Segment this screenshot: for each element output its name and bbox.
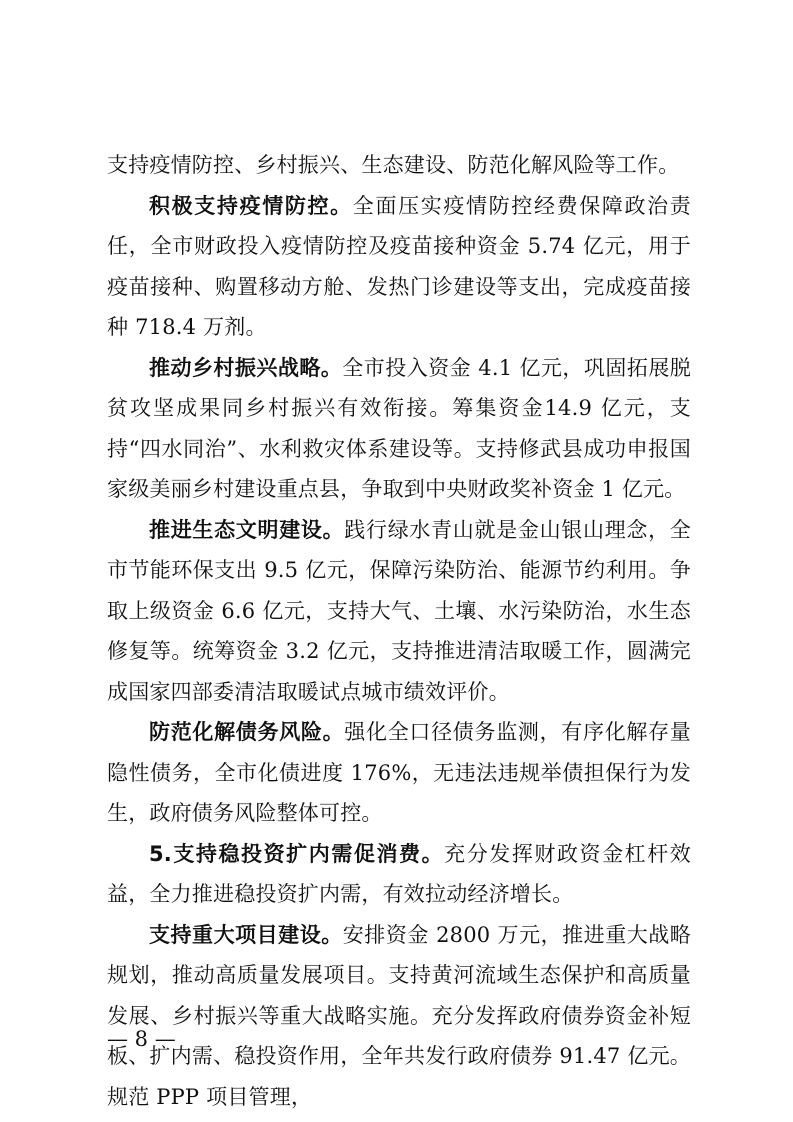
paragraph-text: 践行绿水青山就是金山银山理念，全市节能环保支出 9.5 亿元，保障污染防治、能源节约利用。争取上级资金 6.6 亿元，支持大气、土壤、水污染防治，水生态修复等。统筹资金 3.2 亿元，支持推进清洁取暖工作，圆满完成国家四部委清洁取暖试点城市绩效评价。 (107, 517, 691, 704)
paragraph-heading: 支持重大项目建设。 (149, 922, 343, 947)
paragraph-text: 充分发挥财政资金杠杆效益，全力推进稳投资扩内需，有效拉动经济增长。 (107, 841, 691, 906)
body-text (107, 145, 691, 1117)
paragraph-heading: 推进生态文明建设。 (149, 517, 345, 542)
paragraph-heading: 积极支持疫情防控。 (149, 193, 353, 218)
paragraph-ecological-civilization (107, 510, 691, 713)
paragraph-heading: 推动乡村振兴战略。 (149, 355, 343, 380)
paragraph-debt-risk (107, 712, 691, 834)
section-heading: 5.支持稳投资扩内需促消费。 (149, 841, 445, 866)
paragraph-major-projects (107, 915, 691, 1118)
paragraph-rural-revitalization (107, 348, 691, 510)
paragraph-heading: 防范化解债务风险。 (149, 720, 345, 744)
paragraph-text: 安排资金 2800 万元，推进重大战略规划，推动高质量发展项目。支持黄河流域生态保护和高质量发展、乡村振兴等重大战略实施。充分发挥政府债券资金补短板、扩内需、稳投资作用，全年共发行政府债券 91.47 亿元。规范 PPP 项目管理， (107, 922, 691, 1109)
paragraph-epidemic-control (107, 186, 691, 348)
paragraph-text: 全面压实疫情防控经费保障政治责任，全市财政投入疫情防控及疫苗接种资金 5.74 亿元，用于疫苗接种、购置移动方舱、发热门诊建设等支出，完成疫苗接种 718.4 万剂。 (107, 193, 691, 339)
paragraph-continuation (107, 145, 691, 186)
paragraph-text: 支持疫情防控、乡村振兴、生态建设、防范化解风险等工作。 (107, 153, 680, 177)
paragraph-section-5 (107, 834, 691, 915)
paragraph-text: 强化全口径债务监测，有序化解存量隐性债务，全市化债进度 176%，无违法违规举债担保行为发生，政府债务风险整体可控。 (107, 720, 691, 825)
paragraph-text: 全市投入资金 4.1 亿元，巩固拓展脱贫攻坚成果同乡村振兴有效衔接。筹集资金14.9 亿元，支持“四水同治”、水利救灾体系建设等。支持修武县成功申报国家级美丽乡村建设重点县，争取到中央财政奖补资金 1 亿元。 (107, 355, 691, 501)
page-number: — 8 — (107, 1027, 176, 1051)
